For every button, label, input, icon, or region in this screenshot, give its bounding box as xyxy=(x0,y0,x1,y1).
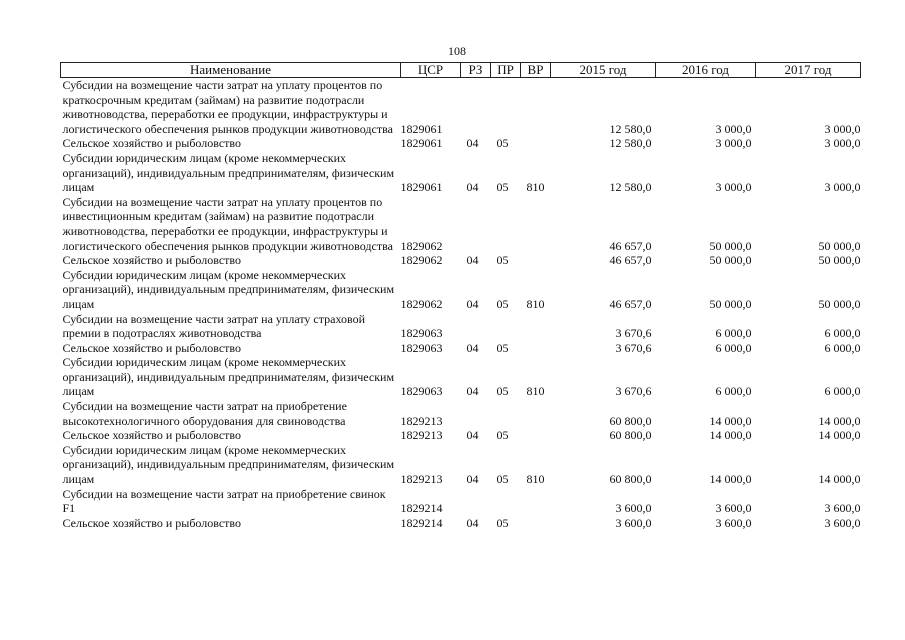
table-row xyxy=(61,428,861,443)
table-row xyxy=(61,136,861,151)
row-name: Субсидии юридическим лицам (кроме некоммерческих организаций), индивидуальным предпринимателям, физическим лицам xyxy=(62,150,395,195)
row-pr: 05 xyxy=(496,340,509,355)
row-amount-2017: 3 000,0 xyxy=(824,180,861,195)
row-csr: 1829062 xyxy=(400,253,443,268)
row-pr xyxy=(491,312,521,341)
row-rz: 04 xyxy=(466,428,479,443)
row-pr: 05 xyxy=(496,515,509,530)
page-number: 108 xyxy=(448,44,466,58)
table-row xyxy=(61,487,861,516)
row-amount-2017: 3 000,0 xyxy=(824,121,861,136)
row-rz: 04 xyxy=(466,136,479,151)
row-vr xyxy=(521,487,551,516)
row-rz: 04 xyxy=(466,296,479,311)
row-csr: 1829063 xyxy=(400,326,443,341)
row-vr xyxy=(521,253,551,268)
header-rz: РЗ xyxy=(461,63,491,78)
row-amount-2015: 46 657,0 xyxy=(609,238,652,253)
table-row xyxy=(61,341,861,356)
row-amount-2015: 3 670,6 xyxy=(615,340,652,355)
row-amount-2016: 50 000,0 xyxy=(709,238,752,253)
table-row xyxy=(61,355,861,399)
row-pr: 05 xyxy=(496,253,509,268)
row-rz xyxy=(461,312,491,341)
row-amount-2016: 14 000,0 xyxy=(709,428,752,443)
row-amount-2015: 60 800,0 xyxy=(609,413,652,428)
row-rz: 04 xyxy=(466,180,479,195)
table-row xyxy=(61,253,861,268)
row-vr: 810 xyxy=(526,296,545,311)
row-pr xyxy=(491,78,521,137)
row-csr: 1829214 xyxy=(400,501,443,516)
row-amount-2016: 3 000,0 xyxy=(715,136,752,151)
row-amount-2017: 3 600,0 xyxy=(824,501,861,516)
row-name: Субсидии на возмещение части затрат на уплату процентов по краткосрочным кредитам (займам) на развитие подотрасли животноводства, переработки ее продукции, инфраструктуры и логистического обеспечения рынков продукции животноводства xyxy=(62,78,393,136)
row-pr: 05 xyxy=(496,428,509,443)
row-amount-2017: 50 000,0 xyxy=(818,296,861,311)
row-name: Субсидии юридическим лицам (кроме некоммерческих организаций), индивидуальным предпринимателям, физическим лицам xyxy=(62,355,395,399)
row-amount-2016: 50 000,0 xyxy=(709,296,752,311)
row-rz xyxy=(461,399,491,428)
row-vr xyxy=(521,341,551,356)
row-vr xyxy=(521,78,551,137)
table-row xyxy=(61,195,861,253)
row-amount-2017: 6 000,0 xyxy=(824,326,861,341)
table-body xyxy=(61,78,861,531)
row-vr xyxy=(521,312,551,341)
row-amount-2016: 6 000,0 xyxy=(715,340,752,355)
header-2017: 2017 год xyxy=(756,63,861,78)
row-vr xyxy=(521,136,551,151)
row-name: Субсидии на возмещение части затрат на уплату страховой премии в подотраслях животноводства xyxy=(62,311,366,341)
row-amount-2017: 3 600,0 xyxy=(824,515,861,530)
table-row xyxy=(61,399,861,428)
row-amount-2017: 50 000,0 xyxy=(818,238,861,253)
row-amount-2016: 3 000,0 xyxy=(715,180,752,195)
row-rz xyxy=(461,487,491,516)
row-amount-2017: 14 000,0 xyxy=(818,413,861,428)
row-amount-2015: 3 600,0 xyxy=(615,515,652,530)
header-2015: 2015 год xyxy=(551,63,656,78)
row-name: Субсидии на возмещение части затрат на приобретение высокотехнологичного оборудования для свиноводства xyxy=(62,399,347,428)
row-pr: 05 xyxy=(496,136,509,151)
row-name: Субсидии юридическим лицам (кроме некоммерческих организаций), индивидуальным предпринимателям, физическим лицам xyxy=(62,267,395,311)
row-name: Субсидии на возмещение части затрат на уплату процентов по инвестиционным кредитам (займам) на развитие подотрасли животноводства, переработки ее продукции, инфраструктуры и логистического обеспечения рынков продукции животноводства xyxy=(62,194,393,253)
row-rz: 04 xyxy=(466,253,479,268)
row-csr: 1829061 xyxy=(400,121,443,136)
row-amount-2017: 3 000,0 xyxy=(824,136,861,151)
row-pr xyxy=(491,487,521,516)
row-csr: 1829214 xyxy=(400,515,443,530)
row-name: Сельское хозяйство и рыболовство xyxy=(62,253,242,268)
row-pr: 05 xyxy=(496,180,509,195)
row-csr: 1829061 xyxy=(400,180,443,195)
row-vr xyxy=(521,428,551,443)
row-vr: 810 xyxy=(526,180,545,195)
row-rz: 04 xyxy=(466,340,479,355)
row-amount-2017: 50 000,0 xyxy=(818,253,861,268)
row-rz: 04 xyxy=(466,384,479,399)
row-amount-2017: 14 000,0 xyxy=(818,472,861,487)
row-amount-2015: 3 600,0 xyxy=(615,501,652,516)
row-pr: 05 xyxy=(496,296,509,311)
row-csr: 1829063 xyxy=(400,340,443,355)
row-amount-2015: 12 580,0 xyxy=(609,121,652,136)
row-amount-2015: 60 800,0 xyxy=(609,472,652,487)
row-amount-2016: 14 000,0 xyxy=(709,413,752,428)
row-amount-2016: 50 000,0 xyxy=(709,253,752,268)
row-pr xyxy=(491,399,521,428)
row-vr xyxy=(521,195,551,253)
row-name: Субсидии юридическим лицам (кроме некоммерческих организаций), индивидуальным предпринимателям, физическим лицам xyxy=(62,442,395,487)
row-csr: 1829062 xyxy=(400,296,443,311)
row-csr: 1829213 xyxy=(400,413,443,428)
row-pr xyxy=(491,195,521,253)
row-amount-2016: 3 600,0 xyxy=(715,501,752,516)
row-amount-2016: 6 000,0 xyxy=(715,326,752,341)
row-amount-2015: 3 670,6 xyxy=(615,384,652,399)
header-pr: ПР xyxy=(491,63,521,78)
row-vr xyxy=(521,516,551,531)
row-amount-2016: 3 000,0 xyxy=(715,121,752,136)
row-amount-2015: 12 580,0 xyxy=(609,180,652,195)
row-amount-2015: 60 800,0 xyxy=(609,428,652,443)
row-amount-2016: 3 600,0 xyxy=(715,515,752,530)
row-pr: 05 xyxy=(496,384,509,399)
row-amount-2015: 3 670,6 xyxy=(615,326,652,341)
row-amount-2016: 14 000,0 xyxy=(709,472,752,487)
table-row xyxy=(61,516,861,531)
row-amount-2015: 12 580,0 xyxy=(609,136,652,151)
header-csr: ЦСР xyxy=(401,63,461,78)
row-vr: 810 xyxy=(526,472,545,487)
header-vr: ВР xyxy=(521,63,551,78)
row-vr xyxy=(521,399,551,428)
table-row xyxy=(61,312,861,341)
table-row xyxy=(61,268,861,312)
row-vr: 810 xyxy=(526,384,545,399)
row-rz: 04 xyxy=(466,515,479,530)
row-amount-2016: 6 000,0 xyxy=(715,384,752,399)
row-name: Сельское хозяйство и рыболовство xyxy=(62,136,242,151)
row-rz xyxy=(461,78,491,137)
budget-table xyxy=(60,62,861,530)
table-row xyxy=(61,443,861,487)
row-name: Сельское хозяйство и рыболовство xyxy=(62,340,242,355)
row-name: Субсидии на возмещение части затрат на приобретение свинок F1 xyxy=(62,486,386,516)
row-name: Сельское хозяйство и рыболовство xyxy=(62,428,242,443)
row-pr: 05 xyxy=(496,472,509,487)
row-amount-2017: 6 000,0 xyxy=(824,384,861,399)
header-2016: 2016 год xyxy=(656,63,756,78)
row-amount-2017: 6 000,0 xyxy=(824,340,861,355)
row-name: Сельское хозяйство и рыболовство xyxy=(62,515,242,530)
row-csr: 1829213 xyxy=(400,472,443,487)
table-row xyxy=(61,78,861,137)
table-row xyxy=(61,151,861,195)
row-csr: 1829213 xyxy=(400,428,443,443)
row-amount-2015: 46 657,0 xyxy=(609,296,652,311)
header-name: Наименование xyxy=(61,63,401,78)
row-csr: 1829061 xyxy=(400,136,443,151)
row-amount-2015: 46 657,0 xyxy=(609,253,652,268)
row-csr: 1829063 xyxy=(400,384,443,399)
row-csr: 1829062 xyxy=(400,238,443,253)
row-rz xyxy=(461,195,491,253)
row-amount-2017: 14 000,0 xyxy=(818,428,861,443)
row-rz: 04 xyxy=(466,472,479,487)
table-header xyxy=(61,63,861,78)
